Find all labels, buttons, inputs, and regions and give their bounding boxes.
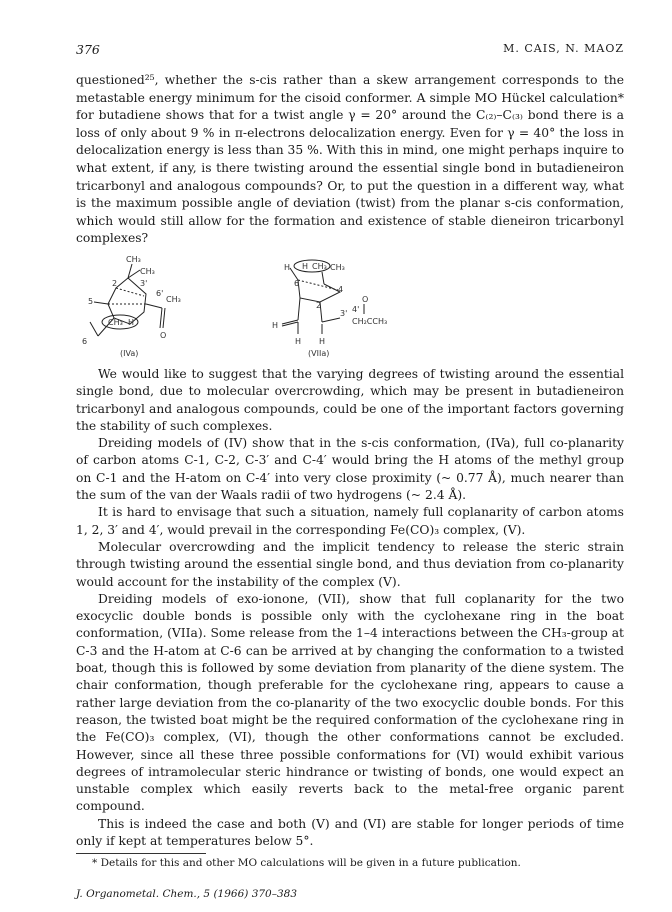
paragraph: This is indeed the case and both (V) and (VI) are stable for longer periods of time only if kept at temperatures below 5°. <box>76 816 624 849</box>
svg-text:H: H <box>272 321 279 330</box>
svg-text:4': 4' <box>352 305 360 314</box>
running-header <box>76 42 624 62</box>
structure-viia <box>272 260 387 346</box>
svg-text:3': 3' <box>340 309 348 318</box>
svg-text:2: 2 <box>316 301 322 310</box>
svg-text:H: H <box>319 337 326 346</box>
svg-text:6: 6 <box>82 337 88 346</box>
svg-text:3': 3' <box>140 279 148 288</box>
footnote: * Details for this and other MO calculations will be given in a future publication. <box>92 857 521 869</box>
svg-text:H: H <box>284 263 291 272</box>
svg-text:CH₃: CH₃ <box>330 263 345 272</box>
figure-label-viia: (VIIa) <box>308 349 330 358</box>
svg-text:H: H <box>295 337 302 346</box>
structure-iva <box>82 255 181 346</box>
svg-text:2: 2 <box>112 279 118 288</box>
svg-text:O: O <box>160 331 167 340</box>
page-number: 376 <box>76 42 100 57</box>
figure-label-iva: (IVa) <box>120 349 139 358</box>
svg-text:H: H <box>302 262 309 271</box>
svg-text:CH₂CCH₃: CH₂CCH₃ <box>352 317 388 326</box>
intro-paragraph: questioned²⁵, whether the s-cis rather than a skew arrangement corresponds to the metastable energy minimum for the cisoid conformer. A simple MO Hückel calculation* for butadiene shows that for a twist angle γ = 20° around the C₍₂₎–C₍₃₎ bond there is a loss of only about 9 % in π-electrons delocalization energy. Even for γ = 40° the loss in delocalization energy is less than 35 %. With this in mind, one might perhaps inquire to what extent, if any, is there twisting around the essential single bond in butadieneiron tricarbonyl and analogous compounds? Or, to put the question in a different way, what is the maximum possible angle of deviation (twist) from the planar s-cis conformation, which would still allow for the formation and existence of stable dieneiron tricarbonyl complexes? <box>76 73 624 246</box>
journal-citation: J. Organometal. Chem., 5 (1966) 370–383 <box>76 888 298 900</box>
svg-text:4: 4 <box>338 285 344 294</box>
svg-text:O: O <box>362 295 369 304</box>
svg-text:CH₃: CH₃ <box>108 318 123 327</box>
svg-text:6': 6' <box>156 289 164 298</box>
svg-text:H: H <box>128 318 135 327</box>
svg-text:CH₃: CH₃ <box>140 267 155 276</box>
paragraph: We would like to suggest that the varying degrees of twisting around the essential single bond, due to molecular overcrowding, which may be present in butadieneiron tricarbonyl and analogous compounds, could be one of the important factors governing the stability of such complexes. <box>76 367 624 433</box>
svg-text:6: 6 <box>294 279 300 288</box>
paragraph: Dreiding models of (IV) show that in the s-cis conformation, (IVa), full co-planarity of carbon atoms C-1, C-2, C-3′ and C-4′ would bring the H atoms of the methyl group on C-1 and the H-atom on C-4′ into very close proximity (~ 0.77 Å), much nearer than the sum of the van der Waals radii of two hydrogens (~ 2.4 Å). <box>76 436 624 503</box>
paragraph: Dreiding models of exo-ionone, (VII), show that full coplanarity for the two exocyclic double bonds is possible only with the cyclohexane ring in the boat conformation, (VIIa). Some release from the 1–4 interactions between the CH₃-group at C-3 and the H-atom at C-6 can be arrived at by changing the conformation to a twisted boat, though this is followed by some deviation from planarity of the diene system. The chair conformation, though preferable for the cyclohexane ring, appears to cause a rather large deviation from the co-planarity of the two exocyclic double bonds. For this reason, the twisted boat might be the required conformation of the cyclohexane ring in the Fe(CO)₃ complex, (VI), though the other conformations cannot be excluded. However, since all these three possible conformations for (VI) would exhibit various degrees of intramolecular steric hindrance or twisting of bonds, one would expect an unstable complex which easily reverts back to the metal-free organic parent compound. <box>76 591 624 814</box>
svg-text:CH₃: CH₃ <box>312 262 327 271</box>
svg-text:CH₃: CH₃ <box>126 255 141 264</box>
svg-text:CH₃: CH₃ <box>166 295 181 304</box>
paragraph: Molecular overcrowding and the implicit tendency to release the steric strain through twisting around the essential single bond, and thus deviation from co-planarity would account for the instability of the complex (V). <box>76 539 624 589</box>
paragraph: It is hard to envisage that such a situation, namely full coplanarity of carbon atoms 1, 2, 3′ and 4′, would prevail in the corresponding Fe(CO)₃ complex, (V). <box>76 505 624 537</box>
footnote-divider <box>76 853 206 854</box>
running-authors: M. CAIS, N. MAOZ <box>503 42 624 55</box>
svg-text:5: 5 <box>88 297 94 306</box>
chemical-structures-drawing <box>76 252 624 362</box>
structure-figure <box>76 252 624 362</box>
main-text <box>76 366 624 850</box>
